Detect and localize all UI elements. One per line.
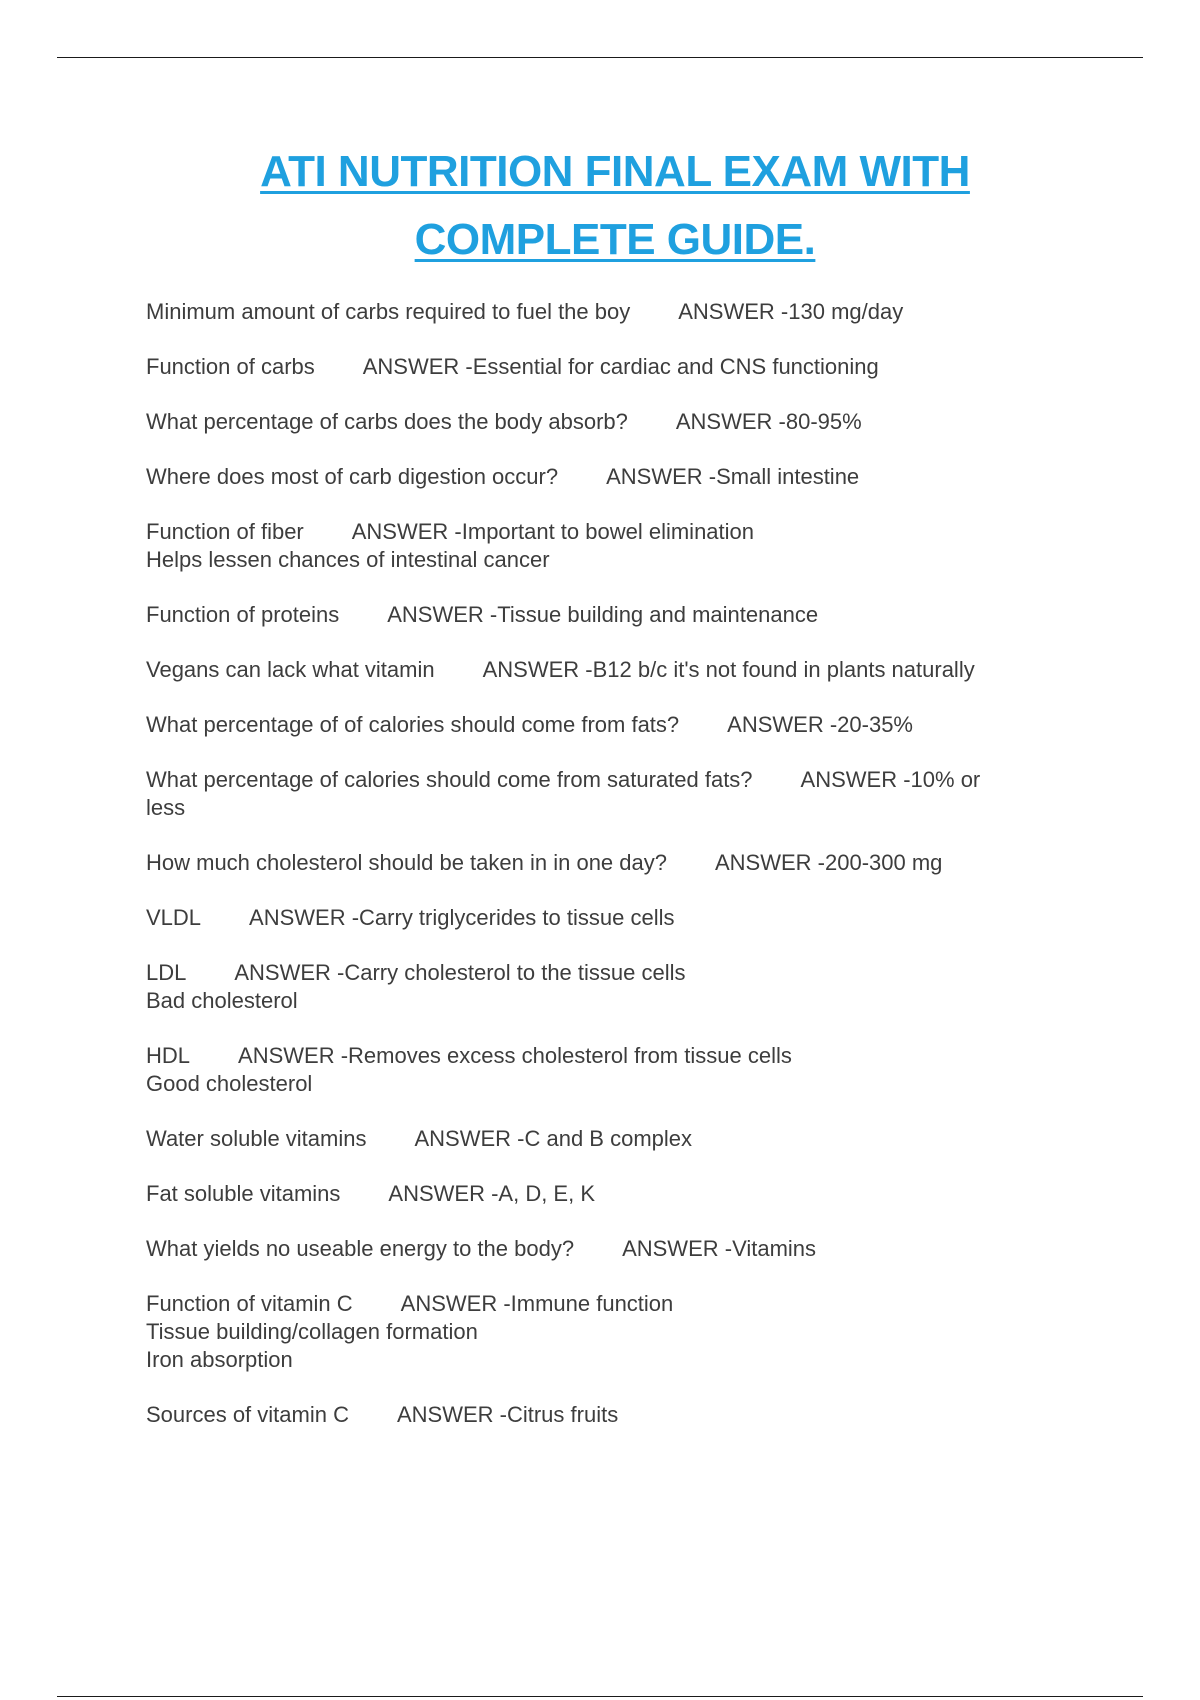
qa-item (146, 1042, 1066, 1098)
question-text: Where does most of carb digestion occur? (146, 464, 559, 489)
answer-text: ANSWER -Small intestine (606, 464, 860, 489)
answer-text: ANSWER -130 mg/day (678, 299, 904, 324)
qa-item (146, 904, 1066, 932)
qa-item (146, 959, 1066, 1015)
answer-text: ANSWER -Immune function (400, 1291, 674, 1316)
answer-text: ANSWER -80-95% (675, 409, 862, 434)
answer-continuation: Bad cholesterol (146, 988, 298, 1013)
answer-text: ANSWER -Citrus fruits (396, 1402, 619, 1427)
question-text: Fat soluble vitamins (146, 1181, 341, 1206)
question-text: Function of fiber (146, 519, 304, 544)
answer-text: ANSWER -Carry cholesterol to the tissue cells (234, 960, 686, 985)
answer-continuation: Tissue building/collagen formation (146, 1319, 478, 1344)
question-text: Vegans can lack what vitamin (146, 657, 435, 682)
question-text: Function of vitamin C (146, 1291, 353, 1316)
qa-item (146, 518, 1066, 574)
qa-item (146, 298, 1066, 326)
answer-text: ANSWER -Removes excess cholesterol from tissue cells (238, 1043, 792, 1068)
qa-item (146, 1401, 1066, 1429)
qa-item (146, 1290, 1066, 1374)
qa-item (146, 1180, 1066, 1208)
answer-continuation: Good cholesterol (146, 1071, 313, 1096)
question-text: What percentage of calories should come from saturated fats? (146, 767, 753, 792)
qa-item (146, 463, 1066, 491)
qa-item (146, 601, 1066, 629)
qa-item (146, 1125, 1066, 1153)
answer-text: ANSWER -Essential for cardiac and CNS functioning (362, 354, 879, 379)
question-text: What percentage of carbs does the body absorb? (146, 409, 628, 434)
question-text: VLDL (146, 905, 202, 930)
qa-item (146, 408, 1066, 436)
question-text: What yields no useable energy to the body? (146, 1236, 575, 1261)
qa-item (146, 766, 1066, 822)
title-line-2: COMPLETE GUIDE. (414, 215, 816, 264)
question-text: How much cholesterol should be taken in in one day? (146, 850, 667, 875)
question-text: What percentage of of calories should come from fats? (146, 712, 680, 737)
document-title (0, 147, 1200, 286)
qa-item (146, 353, 1066, 381)
qa-item (146, 1235, 1066, 1263)
question-text: Sources of vitamin C (146, 1402, 349, 1427)
answer-text: ANSWER -B12 b/c it's not found in plants naturally (482, 657, 975, 682)
answer-continuation: Helps lessen chances of intestinal cancer (146, 547, 550, 572)
answer-text: ANSWER -10% or (800, 767, 981, 792)
question-text: HDL (146, 1043, 191, 1068)
question-text: Water soluble vitamins (146, 1126, 367, 1151)
question-text: LDL (146, 960, 187, 985)
answer-text: ANSWER -Carry triglycerides to tissue cells (249, 905, 675, 930)
qa-list (146, 298, 1066, 1456)
answer-text: ANSWER -Tissue building and maintenance (387, 602, 819, 627)
answer-text: ANSWER -A, D, E, K (388, 1181, 596, 1206)
answer-continuation: less (146, 795, 186, 820)
question-text: Minimum amount of carbs required to fuel the boy (146, 299, 631, 324)
question-text: Function of proteins (146, 602, 340, 627)
answer-text: ANSWER -Important to bowel elimination (351, 519, 755, 544)
qa-item (146, 656, 1066, 684)
qa-item (146, 849, 1066, 877)
answer-text: ANSWER -C and B complex (414, 1126, 693, 1151)
title-line-1: ATI NUTRITION FINAL EXAM WITH (260, 147, 970, 196)
top-rule (57, 57, 1143, 58)
question-text: Function of carbs (146, 354, 315, 379)
qa-item (146, 711, 1066, 739)
answer-text: ANSWER -200-300 mg (715, 850, 943, 875)
answer-text: ANSWER -Vitamins (622, 1236, 817, 1261)
answer-continuation: Iron absorption (146, 1347, 293, 1372)
bottom-rule (57, 1696, 1143, 1697)
answer-text: ANSWER -20-35% (727, 712, 913, 737)
